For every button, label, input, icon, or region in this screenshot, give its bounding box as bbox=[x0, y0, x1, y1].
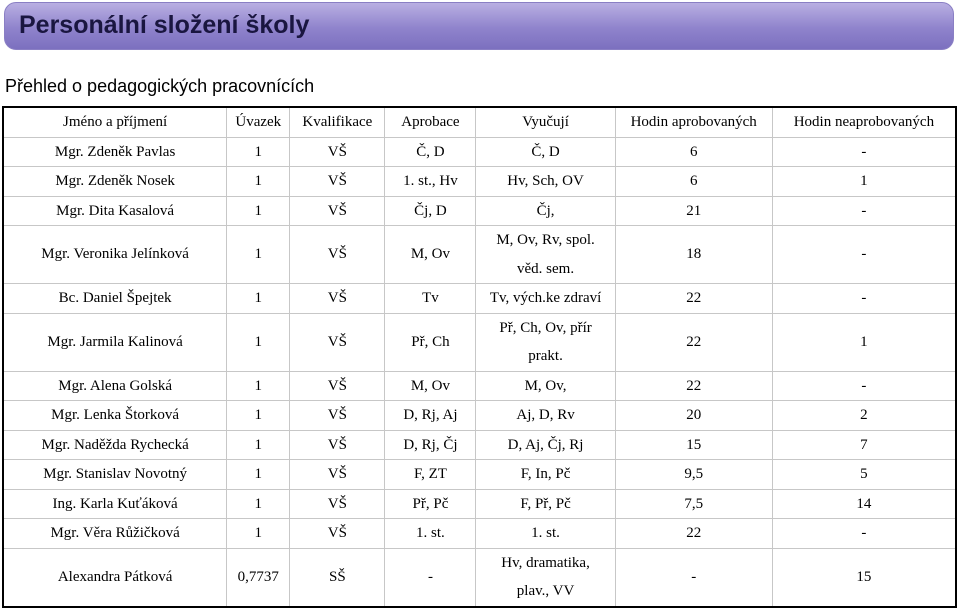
vyucuji-line: M, Ov, bbox=[524, 377, 567, 394]
cell-uvazek: 1 bbox=[227, 226, 290, 284]
cell-name: Mgr. Alena Golská bbox=[3, 371, 227, 401]
cell-name: Mgr. Zdeněk Nosek bbox=[3, 167, 227, 197]
cell-name: Mgr. Dita Kasalová bbox=[3, 196, 227, 226]
table-row bbox=[3, 226, 956, 284]
cell-vyucuji bbox=[476, 460, 615, 490]
table-header-row bbox=[3, 107, 956, 137]
cell-aprobace: Př, Ch bbox=[385, 313, 476, 371]
cell-uvazek: 1 bbox=[227, 460, 290, 490]
table-row bbox=[3, 371, 956, 401]
cell-hodin-neaprobovanych: 1 bbox=[772, 167, 956, 197]
cell-name: Mgr. Jarmila Kalinová bbox=[3, 313, 227, 371]
cell-hodin-aprobovanych: 22 bbox=[615, 371, 772, 401]
cell-vyucuji bbox=[476, 167, 615, 197]
header-name: Jméno a příjmení bbox=[3, 107, 227, 137]
cell-aprobace: 1. st. bbox=[385, 519, 476, 549]
cell-hodin-aprobovanych: 6 bbox=[615, 167, 772, 197]
cell-aprobace: D, Rj, Čj bbox=[385, 430, 476, 460]
cell-hodin-neaprobovanych: - bbox=[772, 519, 956, 549]
cell-hodin-neaprobovanych: 1 bbox=[772, 313, 956, 371]
section-subtitle: Přehled o pedagogických pracovnících bbox=[5, 76, 315, 96]
cell-kvalifikace: VŠ bbox=[290, 401, 385, 431]
cell-hodin-neaprobovanych: - bbox=[772, 284, 956, 314]
cell-vyucuji bbox=[476, 519, 615, 549]
cell-kvalifikace: VŠ bbox=[290, 489, 385, 519]
cell-hodin-neaprobovanych: 14 bbox=[772, 489, 956, 519]
cell-kvalifikace: VŠ bbox=[290, 167, 385, 197]
cell-name: Mgr. Veronika Jelínková bbox=[3, 226, 227, 284]
page-title: Personální složení školy bbox=[19, 11, 310, 39]
header-uvazek: Úvazek bbox=[227, 107, 290, 137]
vyucuji-line: M, Ov, Rv, spol. bbox=[496, 232, 595, 248]
cell-uvazek: 1 bbox=[227, 137, 290, 167]
cell-vyucuji bbox=[476, 137, 615, 167]
cell-hodin-aprobovanych: 18 bbox=[615, 226, 772, 284]
cell-uvazek: 0,7737 bbox=[227, 548, 290, 607]
cell-vyucuji bbox=[476, 196, 615, 226]
cell-name: Mgr. Zdeněk Pavlas bbox=[3, 137, 227, 167]
header-kvalifikace: Kvalifikace bbox=[290, 107, 385, 137]
cell-name: Alexandra Pátková bbox=[3, 548, 227, 607]
cell-kvalifikace: VŠ bbox=[290, 226, 385, 284]
table-row bbox=[3, 401, 956, 431]
cell-kvalifikace: VŠ bbox=[290, 519, 385, 549]
cell-kvalifikace: VŠ bbox=[290, 284, 385, 314]
cell-hodin-neaprobovanych: 5 bbox=[772, 460, 956, 490]
cell-aprobace: M, Ov bbox=[385, 371, 476, 401]
cell-uvazek: 1 bbox=[227, 519, 290, 549]
cell-name: Ing. Karla Kuťáková bbox=[3, 489, 227, 519]
cell-aprobace: Čj, D bbox=[385, 196, 476, 226]
table-row bbox=[3, 519, 956, 549]
staff-table bbox=[2, 106, 957, 608]
vyucuji-line: Hv, dramatika, bbox=[501, 554, 590, 571]
cell-vyucuji bbox=[476, 284, 615, 314]
cell-uvazek: 1 bbox=[227, 196, 290, 226]
cell-name: Mgr. Lenka Štorková bbox=[3, 401, 227, 431]
header-hodin-neaprobovanych: Hodin neaprobovaných bbox=[772, 107, 956, 137]
cell-kvalifikace: VŠ bbox=[290, 313, 385, 371]
cell-name: Mgr. Věra Růžičková bbox=[3, 519, 227, 549]
vyucuji-line: plav., VV bbox=[516, 583, 575, 599]
cell-hodin-neaprobovanych: - bbox=[772, 226, 956, 284]
table-row bbox=[3, 430, 956, 460]
cell-aprobace: Př, Pč bbox=[385, 489, 476, 519]
cell-uvazek: 1 bbox=[227, 489, 290, 519]
cell-hodin-neaprobovanych: - bbox=[772, 371, 956, 401]
vyucuji-line: Aj, D, Rv bbox=[516, 407, 575, 423]
cell-hodin-aprobovanych: 22 bbox=[615, 313, 772, 371]
vyucuji-line: F, Př, Pč bbox=[520, 495, 571, 512]
vyucuji-line: prakt. bbox=[528, 348, 563, 364]
title-banner bbox=[4, 2, 954, 50]
table-row bbox=[3, 167, 956, 197]
header-hodin-aprobovanych: Hodin aprobovaných bbox=[615, 107, 772, 137]
cell-vyucuji bbox=[476, 313, 615, 371]
cell-uvazek: 1 bbox=[227, 284, 290, 314]
cell-hodin-aprobovanych: 20 bbox=[615, 401, 772, 431]
cell-vyucuji bbox=[476, 226, 615, 284]
vyucuji-line: Č, D bbox=[531, 143, 560, 160]
table-body bbox=[3, 137, 956, 607]
cell-kvalifikace: VŠ bbox=[290, 196, 385, 226]
vyucuji-line: Př, Ch, Ov, přír bbox=[499, 319, 592, 336]
cell-kvalifikace: VŠ bbox=[290, 137, 385, 167]
cell-aprobace: Č, D bbox=[385, 137, 476, 167]
cell-vyucuji bbox=[476, 430, 615, 460]
cell-uvazek: 1 bbox=[227, 313, 290, 371]
cell-uvazek: 1 bbox=[227, 371, 290, 401]
table-row bbox=[3, 548, 956, 607]
cell-aprobace: - bbox=[385, 548, 476, 607]
cell-hodin-aprobovanych: 15 bbox=[615, 430, 772, 460]
cell-vyucuji bbox=[476, 401, 615, 431]
vyucuji-line: Hv, Sch, OV bbox=[507, 173, 584, 189]
cell-aprobace: D, Rj, Aj bbox=[385, 401, 476, 431]
cell-hodin-neaprobovanych: - bbox=[772, 137, 956, 167]
cell-name: Mgr. Naděžda Rychecká bbox=[3, 430, 227, 460]
cell-kvalifikace: VŠ bbox=[290, 371, 385, 401]
cell-hodin-aprobovanych: 21 bbox=[615, 196, 772, 226]
table-row bbox=[3, 137, 956, 167]
vyucuji-line: věd. sem. bbox=[517, 260, 575, 277]
cell-hodin-neaprobovanych: 7 bbox=[772, 430, 956, 460]
cell-hodin-neaprobovanych: 2 bbox=[772, 401, 956, 431]
cell-vyucuji bbox=[476, 548, 615, 607]
cell-hodin-aprobovanych: 6 bbox=[615, 137, 772, 167]
cell-name: Mgr. Stanislav Novotný bbox=[3, 460, 227, 490]
vyucuji-line: Čj, bbox=[536, 202, 555, 219]
header-aprobace: Aprobace bbox=[385, 107, 476, 137]
table-row bbox=[3, 313, 956, 371]
cell-hodin-aprobovanych: 22 bbox=[615, 284, 772, 314]
cell-kvalifikace: SŠ bbox=[290, 548, 385, 607]
cell-aprobace: M, Ov bbox=[385, 226, 476, 284]
cell-hodin-aprobovanych: 9,5 bbox=[615, 460, 772, 490]
cell-aprobace: 1. st., Hv bbox=[385, 167, 476, 197]
cell-uvazek: 1 bbox=[227, 167, 290, 197]
vyucuji-line: Tv, vých.ke zdraví bbox=[489, 290, 602, 306]
cell-hodin-neaprobovanych: - bbox=[772, 196, 956, 226]
cell-kvalifikace: VŠ bbox=[290, 430, 385, 460]
cell-hodin-aprobovanych: 22 bbox=[615, 519, 772, 549]
header-vyucuji: Vyučují bbox=[476, 107, 615, 137]
cell-vyucuji bbox=[476, 489, 615, 519]
table-row bbox=[3, 284, 956, 314]
cell-kvalifikace: VŠ bbox=[290, 460, 385, 490]
vyucuji-line: 1. st. bbox=[531, 525, 560, 541]
cell-hodin-aprobovanych: 7,5 bbox=[615, 489, 772, 519]
table-row bbox=[3, 489, 956, 519]
cell-name: Bc. Daniel Špejtek bbox=[3, 284, 227, 314]
cell-aprobace: F, ZT bbox=[385, 460, 476, 490]
cell-hodin-aprobovanych: - bbox=[615, 548, 772, 607]
vyucuji-line: F, In, Pč bbox=[520, 466, 571, 482]
cell-aprobace: Tv bbox=[385, 284, 476, 314]
cell-uvazek: 1 bbox=[227, 401, 290, 431]
table-row bbox=[3, 196, 956, 226]
vyucuji-line: D, Aj, Čj, Rj bbox=[507, 436, 584, 453]
cell-hodin-neaprobovanych: 15 bbox=[772, 548, 956, 607]
cell-uvazek: 1 bbox=[227, 430, 290, 460]
table-row bbox=[3, 460, 956, 490]
cell-vyucuji bbox=[476, 371, 615, 401]
